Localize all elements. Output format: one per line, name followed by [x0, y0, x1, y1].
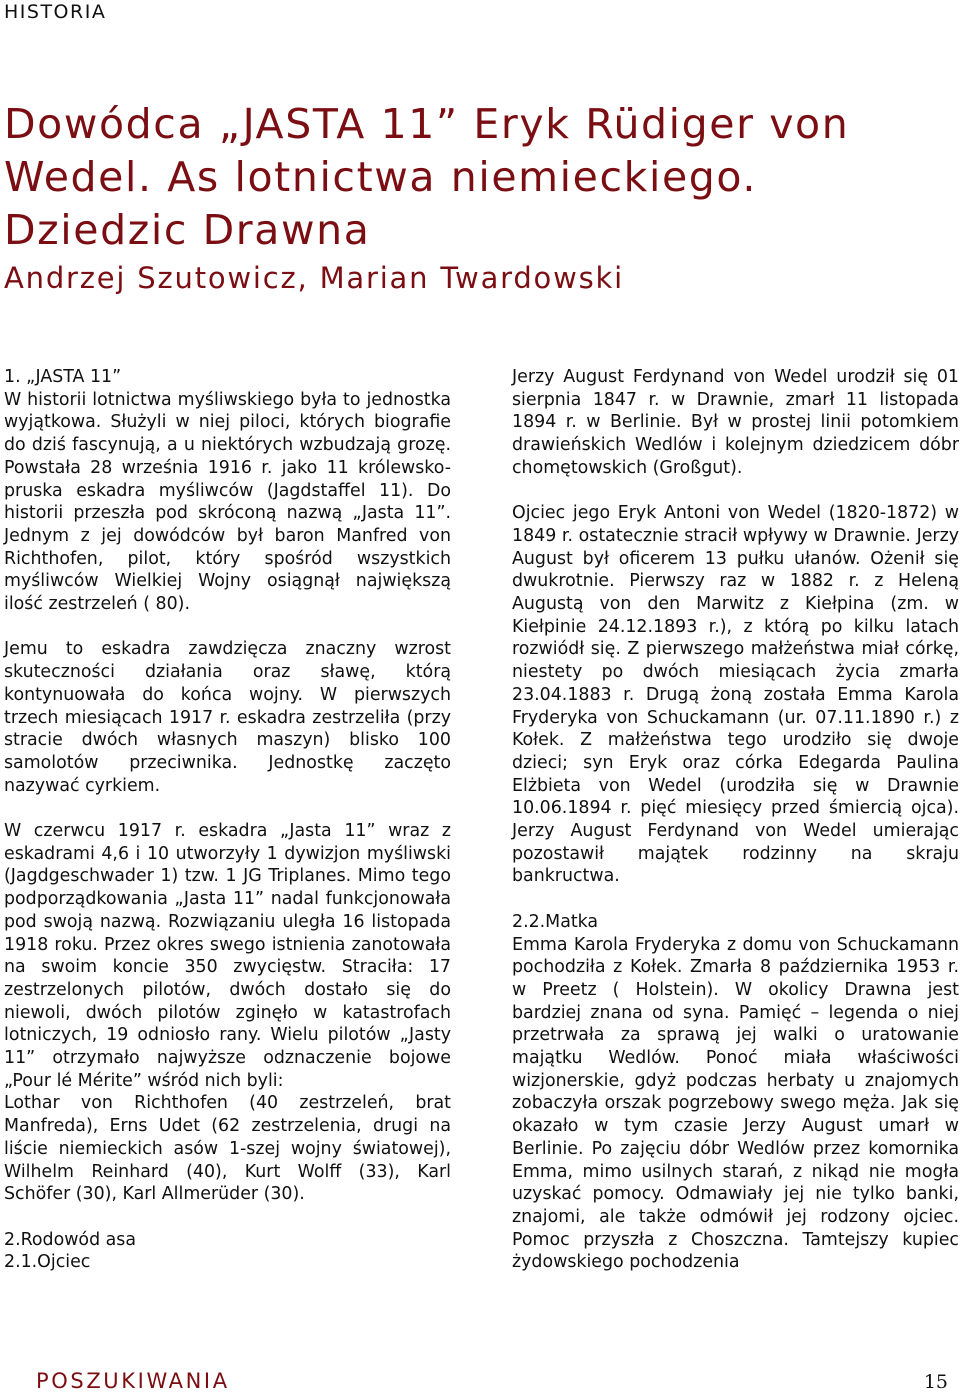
- subsection-heading-2-1: 2.1.Ojciec: [4, 1252, 91, 1273]
- article-title-line-1: Dowódca „JASTA 11” Eryk Rüdiger von: [4, 100, 850, 148]
- section-1-block-continued: [4, 820, 451, 1206]
- paragraph: Jerzy August Ferdynand von Wedel urodził się 01 sierpnia 1847 r. w Drawnie, zmarł 11 listopada 1894 r. w Berlinie. Był w prostej linii potomkiem drawieńskich Wedlów i kolejnym dziedzicem dóbr chomętowskich (Großgut).: [512, 367, 959, 478]
- section-heading-1: 1. „JASTA 11”: [4, 367, 122, 387]
- paragraph: Lothar von Richthofen (40 zestrzeleń, brat Manfreda), Erns Udet (62 zestrzelenia, drugi na liście niemieckich asów 1-szej wojny światowej), Wilhelm Reinhard (40), Kurt Wolff (33), Karl Schöfer (30), Karl Allmerüder (30).: [4, 1093, 451, 1205]
- paragraph: Ojciec jego Eryk Antoni von Wedel (1820-1872) w 1849 r. ostatecznie stracił wpływy w Drawnie. Jerzy August był oficerem 13 pułku ułanów. Ożenił się dwukrotnie. Pierwszy raz w 1882 r. z Heleną Augustą von den Marwitz z Kiełpina (zm. w Kiełpinie 24.12.1893 r.), z którą po kilku latach rozwiódł się. Z pierwszego małżeństwa miał córkę, niestety po dwóch miesiącach życia zmarła 23.04.1883 r. Drugą żoną została Emma Karola Fryderyka von Schuckamann (ur. 07.11.1890 r.) z Kołek. Z małżeństwa tego urodziło się dwoje dzieci; syn Eryk oraz córka Edegarda Paulina Elżbieta von Wedel (urodziła się w Drawnie 10.06.1894 r. pięć miesięcy przed śmiercią ojca). Jerzy August Ferdynand von Wedel umierając pozostawił majątek rodzinny na skraju bankructwa.: [512, 503, 959, 887]
- section-1-block: [4, 366, 451, 616]
- paragraph: W historii lotnictwa myśliwskiego była to jednostka wyjątkowa. Służyli w niej piloci, których biografie do dziś fascynują, a u niektórych wzbudzają grozę. Powstała 28 września 1916 r. jako 11 królewsko-pruska eskadra myśliwców (Jagdstaffel 11). Do historii przeszła pod skróconą nazwą „Jasta 11”. Jednym z jej dowódców był baron Manfred von Richthofen, pilot, który spośród wszystkich myśliwców Wielkiej Wojny osiągnął największą ilość zestrzeleń ( 80).: [4, 389, 451, 615]
- article-title-line-2: Wedel. As lotnictwa niemieckiego.: [4, 153, 758, 201]
- left-column: [4, 366, 451, 1274]
- article-title-line-3: Dziedzic Drawna: [4, 206, 371, 254]
- section-label: HISTORIA: [4, 1, 107, 23]
- subsection-2-2-block: [512, 911, 959, 1274]
- paragraph: Emma Karola Fryderyka z domu von Schuckamann pochodziła z Kołek. Zmarła 8 października 1953 r. w Preetz ( Holstein). W okolicy Drawna jest bardziej znana od syna. Pamięć – legenda o niej przetrwała za sprawą jej walki o uratowanie majątku Wedlów. Ponoć miała właściwości wizjonerskie, gdyż podczas herbaty u znajomych zobaczyła orszak pogrzebowy swego męża. Jak się okazało w tym czasie Jerzy August umarł w Berlinie. Po zajęciu dóbr Wedlów przez komornika Emma, mimo usilnych starań, z nikąd nie mogła uzyskać pomocy. Odmawiały jej nie tylko banki, znajomi, ale także odmówił jej rodzony ojciec. Pomoc przyszła z Choszczna. Tamtejszy kupiec żydowskiego pochodzenia: [512, 934, 959, 1273]
- paragraph: W czerwcu 1917 r. eskadra „Jasta 11” wraz z eskadrami 4,6 i 10 utworzyły 1 dywizjon myśliwski (Jagdgeschwader 1) tzw. 1 JG Triplanes. Mimo tego podporządkowania „Jasta 11” nadal funkcjonowała pod swoją nazwą. Rozwiązaniu uległa 16 listopada 1918 roku. Przez okres swego istnienia zanotowała na swoim koncie 350 zwycięstw. Straciła: 17 zestrzelonych pilotów, dwóch dostało się do niewoli, dwóch pilotów zginęło w katastrofach lotniczych, 19 odniosło rany. Wielu pilotów „Jasty 11” otrzymało najwyższe odznaczenie bojowe „Pour lé Mérite” wśród nich byli:: [4, 821, 451, 1091]
- page-number: 15: [923, 1371, 948, 1393]
- magazine-name: POSZUKIWANIA: [36, 1369, 230, 1393]
- article-title-block: [4, 98, 944, 296]
- paragraph: Jemu to eskadra zawdzięcza znaczny wzrost skuteczności działania oraz sławę, którą kontynuowała do końca wojny. W pierwszych trzech miesiącach 1917 r. eskadra zestrzeliła (przy stracie dwóch własnych maszyn) blisko 100 samolotów przeciwnika. Jednostkę zaczęto nazywać cyrkiem.: [4, 639, 451, 796]
- subsection-heading-2-2: 2.2.Matka: [512, 911, 599, 932]
- right-column: [512, 366, 959, 1297]
- section-heading-2: 2.Rodowód asa: [4, 1229, 137, 1250]
- article-authors: Andrzej Szutowicz, Marian Twardowski: [4, 261, 624, 295]
